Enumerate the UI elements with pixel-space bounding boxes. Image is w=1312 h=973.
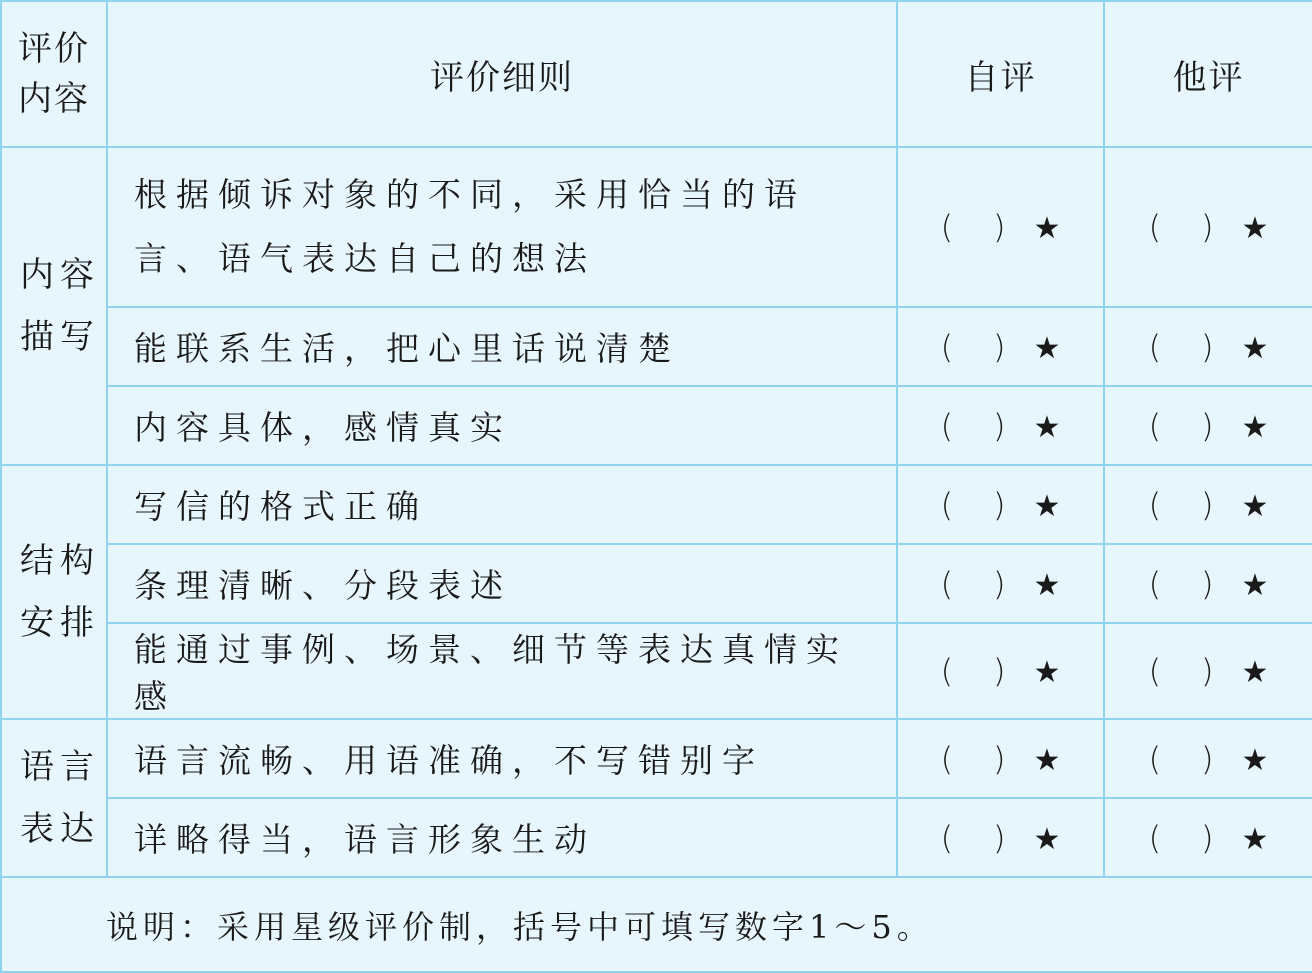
table-row — [1, 798, 1312, 877]
star-icon: ★ — [1241, 655, 1269, 690]
self-score-cell[interactable]: ( ) ★ — [897, 623, 1104, 719]
table-row — [1, 386, 1312, 465]
star-icon: ★ — [1241, 211, 1269, 246]
self-score-cell[interactable]: ( ) ★ — [897, 386, 1104, 465]
criterion-text: 能通过事例、场景、细节等表达真情实感 — [107, 623, 897, 719]
criterion-text: 条理清晰、分段表述 — [107, 544, 897, 623]
star-icon: ★ — [1241, 742, 1269, 778]
star-icon: ★ — [1033, 409, 1061, 445]
criterion-text: 语言流畅、用语准确，不写错别字 — [107, 719, 897, 798]
header-row — [1, 1, 1312, 147]
table-row — [1, 719, 1312, 798]
peer-score-cell[interactable]: ( ) ★ — [1104, 544, 1312, 623]
peer-score-cell[interactable]: ( ) ★ — [1104, 386, 1312, 465]
star-icon: ★ — [1033, 567, 1061, 603]
criterion-text: 内容具体，感情真实 — [107, 386, 897, 465]
self-score-cell[interactable]: ( ) ★ — [897, 798, 1104, 877]
table-row — [1, 544, 1312, 623]
category-language: 语言 表达 — [1, 719, 107, 877]
self-score-cell[interactable]: ( ) ★ — [897, 465, 1104, 544]
peer-score-cell[interactable]: ( ) ★ — [1104, 307, 1312, 386]
note-row — [1, 877, 1312, 972]
header-self-eval: 自评 — [897, 1, 1104, 147]
self-score-cell[interactable]: ( ) ★ — [897, 147, 1104, 307]
star-icon: ★ — [1033, 330, 1061, 366]
criterion-text: 详略得当，语言形象生动 — [107, 798, 897, 877]
star-icon: ★ — [1033, 655, 1061, 690]
peer-score-cell[interactable]: ( ) ★ — [1104, 465, 1312, 544]
star-icon: ★ — [1241, 821, 1269, 857]
self-score-cell[interactable]: ( ) ★ — [897, 307, 1104, 386]
star-icon: ★ — [1033, 211, 1061, 246]
category-content-description: 内容 描写 — [1, 147, 107, 465]
self-score-cell[interactable]: ( ) ★ — [897, 719, 1104, 798]
star-icon: ★ — [1033, 488, 1061, 524]
criterion-text: 写信的格式正确 — [107, 465, 897, 544]
star-icon: ★ — [1241, 330, 1269, 366]
criterion-text: 能联系生活，把心里话说清楚 — [107, 307, 897, 386]
table-row — [1, 147, 1312, 307]
peer-score-cell[interactable]: ( ) ★ — [1104, 798, 1312, 877]
peer-score-cell[interactable]: ( ) ★ — [1104, 719, 1312, 798]
table-row — [1, 307, 1312, 386]
header-category: 评价 内容 — [1, 1, 107, 147]
peer-score-cell[interactable]: ( ) ★ — [1104, 623, 1312, 719]
table-row — [1, 623, 1312, 719]
star-icon: ★ — [1241, 488, 1269, 524]
self-score-cell[interactable]: ( ) ★ — [897, 544, 1104, 623]
star-icon: ★ — [1033, 742, 1061, 778]
star-icon: ★ — [1241, 409, 1269, 445]
peer-score-cell[interactable]: ( ) ★ — [1104, 147, 1312, 307]
table-row — [1, 465, 1312, 544]
star-icon: ★ — [1033, 821, 1061, 857]
header-criteria: 评价细则 — [107, 1, 897, 147]
category-structure: 结构 安排 — [1, 465, 107, 719]
criterion-text: 根据倾诉对象的不同，采用恰当的语言、语气表达自己的想法 — [107, 147, 897, 307]
header-peer-eval: 他评 — [1104, 1, 1312, 147]
rating-note: 说明：采用星级评价制，括号中可填写数字1～5。 — [1, 877, 1312, 972]
star-icon: ★ — [1241, 567, 1269, 603]
